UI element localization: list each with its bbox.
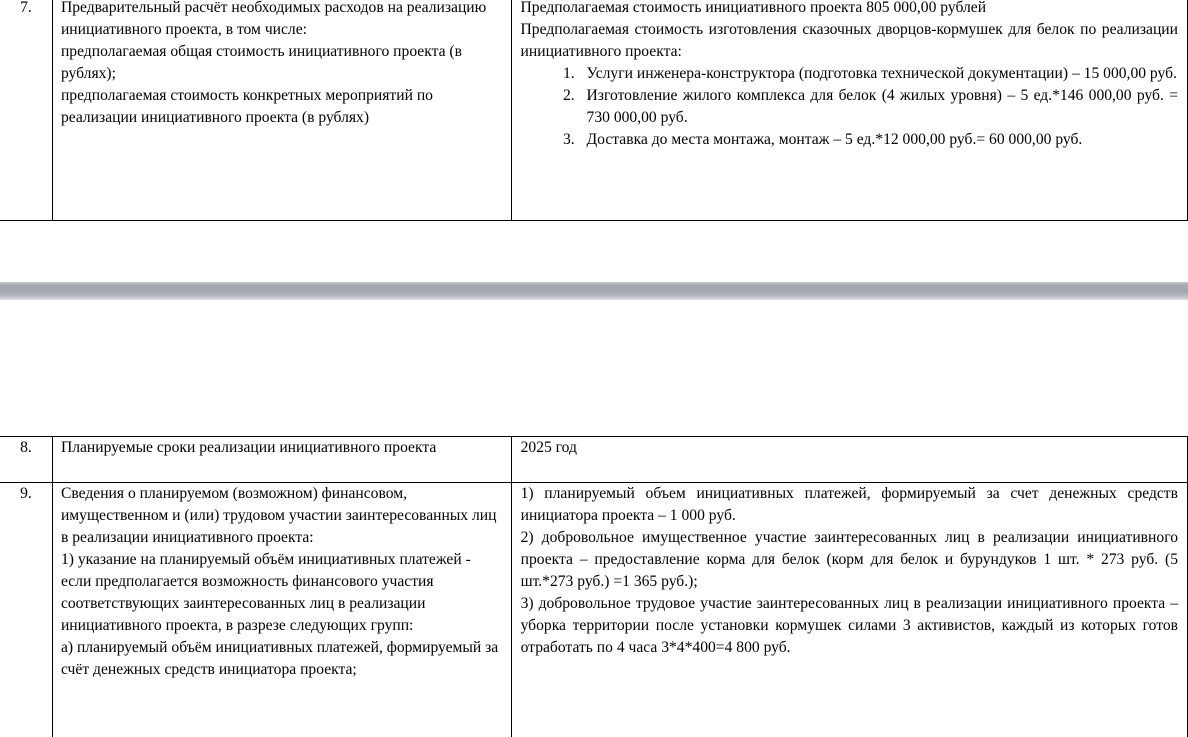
row-number: 9. [0, 483, 52, 737]
row-description: Планируемые сроки реализации инициативного проекта [52, 437, 511, 483]
table-row [0, 437, 1188, 483]
row-value: 2025 год [511, 437, 1187, 483]
row-value [511, 0, 1187, 221]
project-table-part2 [0, 436, 1188, 737]
project-table-part1 [0, 0, 1188, 221]
row-description [52, 0, 511, 221]
row-description [52, 483, 511, 737]
row-description-line: предполагаемая общая стоимость инициативного проекта (в рублях); [60, 43, 462, 82]
participation-item: 3) добровольное трудовое участие заинтересованных лиц в реализации инициативного проекта – уборка территории после установки кормушек силами 3 активистов, каждый из которых готов отработать по 4 часа 3*4*400=4 800 руб. [520, 595, 1178, 656]
row-value [511, 483, 1187, 737]
row-description-line: а) планируемый объём инициативных платежей, формируемый за счёт денежных средств инициатора проекта; [60, 639, 499, 678]
list-item: 2. Изготовление жилого комплекса для белок (4 жилых уровня) – 5 ед.*146 000,00 руб. = 730 000,00 руб. [579, 85, 1178, 129]
participation-item: 1) планируемый объем инициативных платежей, формируемый за счет денежных средств инициатора проекта – 1 000 руб. [520, 485, 1178, 524]
table-row [0, 483, 1188, 737]
row-description-line: предполагаемая стоимость конкретных мероприятий по реализации инициативного проекта (в рублях) [60, 87, 433, 126]
row-number: 8. [0, 437, 52, 483]
total-cost-text: Предполагаемая стоимость инициативного проекта 805 000,00 рублей [520, 0, 987, 16]
cost-intro-text: Предполагаемая стоимость изготовления сказочных дворцов-кормушек для белок по реализации инициативного проекта: [520, 21, 1178, 60]
list-item: 3. Доставка до места монтажа, монтаж – 5 ед.*12 000,00 руб.= 60 000,00 руб. [579, 129, 1178, 151]
row-number: 7. [0, 0, 52, 221]
document-page-bottom [0, 300, 1188, 737]
cost-items-list [521, 63, 1178, 151]
page-separator [0, 282, 1188, 300]
row-description-line: Предварительный расчёт необходимых расходов на реализацию инициативного проекта, в том числе: [60, 0, 487, 38]
table-row [0, 0, 1188, 221]
row-description-line: Сведения о планируемом (возможном) финансовом, имущественном и (или) трудовом участии заинтересованных лиц в реализации инициативного проекта: [60, 485, 497, 546]
list-item: 1. Услуги инженера-конструктора (подготовка технической документации) – 15 000,00 руб. [579, 63, 1178, 85]
participation-item: 2) добровольное имущественное участие заинтересованных лиц в реализации инициативного проекта – предоставление корма для белок (корм для белок и бурундуков 1 шт. * 273 руб. (5 шт.*273 руб.) =1 365 руб.); [520, 529, 1178, 590]
document-page-top [0, 0, 1188, 282]
row-description-line: 1) указание на планируемый объём инициативных платежей - если предполагается возможность финансового участия соответствующих заинтересованных лиц в реализации инициативного проекта, в разрезе следующих групп: [60, 551, 471, 634]
